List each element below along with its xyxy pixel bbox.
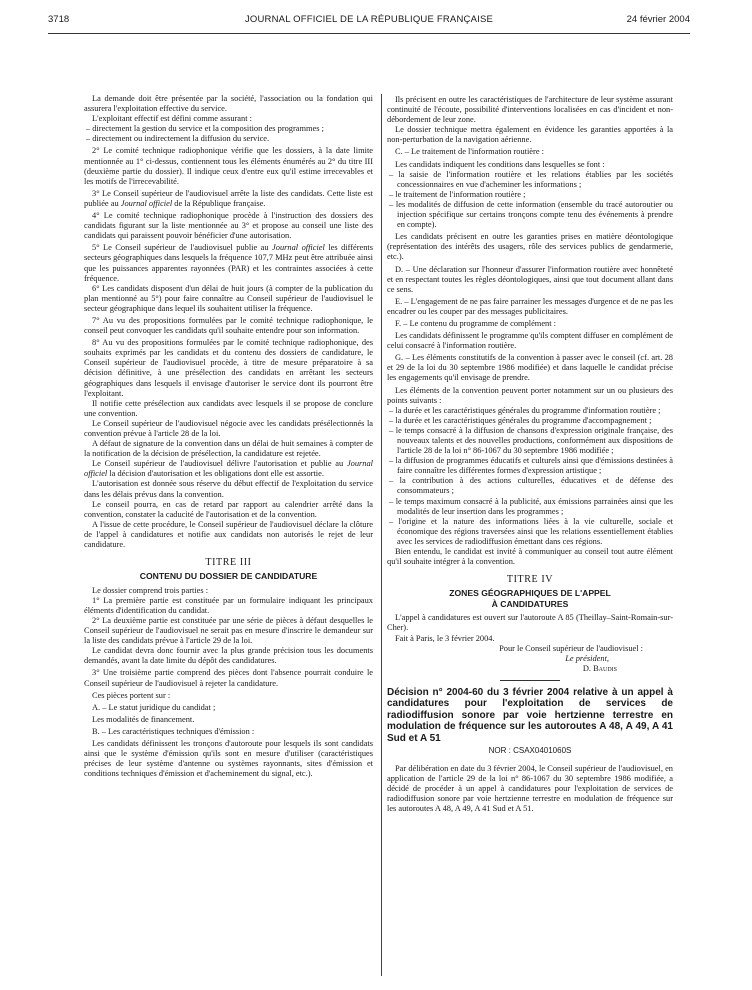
list-item: – la saisie de l'information routière et les relations établies par les sociétés concessionnaires en vue d'acheminer les informations ;: [389, 169, 673, 189]
paragraph: 2° La deuxième partie est constituée par une série de pièces à défaut desquelles le Conseil supérieur de l'audiovisuel ne serait pas en mesure d'inscrire le demandeur sur la liste des candidats prévue à l'article 29 de la loi.: [84, 616, 373, 646]
paragraph: Les candidats définissent le programme qu'ils comptent diffuser en complément de celui consacré à l'information routière.: [387, 331, 673, 351]
paragraph: Les candidats précisent en outre les garanties prises en matière déontologique (représentation des intérêts des usagers, rôle des services publics de gendarmerie, etc.).: [387, 232, 673, 262]
journal-reference: Journal officiel: [120, 198, 173, 208]
left-column: [84, 94, 373, 779]
signature-title: Le président,: [565, 653, 609, 663]
list-item: – le temps consacré à la diffusion de chansons d'expression originale française, des nouveaux talents et des nouvelles productions, conformément aux dispositions de l'article 28 de la loi n° 86-1067 du 30 septembre 1986 modifiée ;: [389, 425, 673, 456]
paragraph: 6° Les candidats disposent d'un délai de huit jours (à compter de la publication du plan mentionné au 5°) pour faire connaître au Conseil supérieur de l'audiovisuel le secteur géographique dans lequel ils souhaitent utiliser la fréquence.: [84, 283, 373, 313]
text-run: 5° Le Conseil supérieur de l'audiovisuel publie au: [92, 243, 273, 253]
list-item: – directement ou indirectement la diffusion du service.: [86, 134, 270, 144]
paragraph: Les candidats indiquent les conditions dans lesquelles se font :: [395, 159, 605, 169]
paragraph: Le dossier technique mettra également en évidence les garanties apportées à la non-perturbation de la navigation aérienne.: [387, 125, 673, 145]
list-item: – le traitement de l'information routière ;: [389, 189, 526, 199]
paragraph: 2° Le comité technique radiophonique vérifie que les dossiers, à la date limite mentionnée au 1° ci-dessus, contiennent tous les éléments énumérés au 2° du titre III (deuxième partie du dossier). Il indique ceux d'entre eux qu'il estime irrecevables et les motifs de l'irrecevabilité.: [84, 146, 373, 186]
paragraph: 7° Au vu des propositions formulées par le comité technique radiophonique, le conseil peut convoquer les candidats qu'il souhaite entendre pour son information.: [84, 315, 373, 336]
paragraph: F. – Le contenu du programme de complément :: [395, 318, 556, 328]
text-run: 3° Le Conseil supérieur de l'audiovisuel arrête la liste des candidats. Cette liste est publiée au: [84, 188, 373, 208]
separator-rule: [500, 680, 560, 681]
paragraph: L'autorisation est donnée sous réserve du début effectif de l'exploitation du service dans les délais prévus dans la convention.: [84, 479, 373, 499]
paragraph: 3° Une troisième partie comprend des pièces dont l'absence pourrait conduire le Conseil supérieur de l'audiovisuel à rejeter la candidature.: [84, 668, 373, 688]
list-item: – la contribution à des actions culturelles, éducatives et de défense des consommateurs ;: [389, 476, 673, 496]
column-divider: [381, 94, 382, 976]
list-item: – le temps maximum consacré à la publicité, aux émissions parrainées ainsi que les modalités de leur insertion dans les programmes ;: [389, 496, 673, 516]
paragraph: Il notifie cette présélection aux candidats avec lesquels il se propose de conclure une convention.: [84, 398, 373, 418]
paragraph: D. – Une déclaration sur l'honneur d'assurer l'information routière avec honnêteté et en respectant toutes les règles déontologiques, ainsi que tout document allant dans ce sens.: [387, 264, 673, 294]
paragraph: Le conseil pourra, en cas de retard par rapport au calendrier arrêté dans la convention, constater la caducité de l'autorisation et de la convention.: [84, 499, 373, 519]
paragraph: [84, 189, 373, 209]
page-header: [48, 14, 690, 30]
section-title-titre-iii: TITRE III: [205, 557, 252, 569]
nor-reference: NOR : CSAX0401060S: [488, 745, 572, 755]
paragraph: A l'issue de cette procédure, le Conseil supérieur de l'audiovisuel déclare la clôture de l'appel à candidatures et notifie aux candidats non autorisés le rejet de leur candidature.: [84, 519, 373, 550]
paragraph: Ils précisent en outre les caractéristiques de l'architecture de leur système assurant continuité de l'écoute, possibilité d'interventions localisées en cas d'incident et non-débordement de leur zone.: [387, 95, 673, 125]
list-item: – la durée et les caractéristiques générales du programme d'accompagnement ;: [389, 415, 652, 425]
right-column: [387, 95, 673, 814]
subtitle-line: ZONES GÉOGRAPHIQUES DE L'APPEL: [449, 588, 611, 599]
paragraph: 8° Au vu des propositions formulées par le comité technique radiophonique, des souhaits exprimés par les candidats et du contenu des dossiers de candidature, le Conseil supérieur de l'audiovisuel procède, à titre de mesure préparatoire à sa décision définitive, à une présélection des candidats en arrêtant les secteurs géographiques dans lesquels il envisage d'autoriser le service dont ils pourront être l'exploitant.: [84, 338, 373, 398]
paragraph: G. – Les éléments constitutifs de la convention à passer avec le conseil (cf. art. 28 et 29 de la loi du 30 septembre 1986 modifiée) et dans laquelle le candidat précise les engagements qu'il envisage de prendre.: [387, 353, 673, 383]
list-item: – la durée et les caractéristiques générales du programme d'information routière ;: [389, 405, 661, 415]
text-run: de la République française.: [172, 198, 266, 208]
paragraph: Les modalités de financement.: [92, 714, 195, 724]
text-run: les différents secteurs géographiques dans lesquels la fréquence 107,7 MHz peut être attribuée ainsi que les puissances apparentes rayonnées (PAR) et les contraintes associées à cette fréquence.: [84, 243, 374, 283]
paragraph: Les éléments de la convention peuvent porter notamment sur un ou plusieurs des points suivants :: [387, 385, 673, 405]
decision-title: Décision n° 2004-60 du 3 février 2004 relative à un appel à candidatures pour l'exploitation de services de radiodiffusion sonore par voie hertzienne terrestre en modulation de fréquence sur les autoroutes A 48, A 49, A 41 Sud et A 51: [387, 686, 673, 744]
paragraph: [84, 459, 373, 479]
section-subtitle: [387, 588, 673, 609]
issue-date: 24 février 2004: [626, 14, 690, 25]
section-subtitle: CONTENU DU DOSSIER DE CANDIDATURE: [139, 571, 318, 582]
paragraph: Ces pièces portent sur :: [92, 690, 171, 700]
subtitle-line: À CANDIDATURES: [491, 598, 569, 609]
text-run: la décision d'autorisation et les obligations dont elle est assortie.: [107, 469, 324, 479]
paragraph: [84, 243, 373, 283]
signature-line: Pour le Conseil supérieur de l'audiovisuel :: [499, 643, 643, 653]
paragraph: 4° Le comité technique radiophonique procède à l'instruction des dossiers des candidats figurant sur la liste mentionnée au 3° et propose au conseil une liste des candidats qui paraissent pouvoir bénéficier d'une autorisation.: [84, 211, 373, 241]
list-item: – l'origine et la nature des informations liées à la vie culturelle, sociale et économique des régions traversées ainsi que les relations essentiellement établies avec les services de radiodiffusion émettant dans ces régions.: [389, 516, 673, 546]
section-title-titre-iv: TITRE IV: [506, 574, 554, 586]
journal-reference: Journal officiel: [84, 459, 373, 479]
header-rule: [48, 33, 690, 34]
paragraph: A. – Le statut juridique du candidat ;: [92, 702, 216, 712]
page-number: 3718: [48, 14, 70, 25]
paragraph: Fait à Paris, le 3 février 2004.: [395, 633, 495, 643]
list-item: – la diffusion de programmes éducatifs et culturels ainsi que d'émissions destinées à faire connaître les différentes formes d'expression artistique ;: [389, 456, 673, 476]
signature-name: D. Baudis: [582, 663, 617, 673]
paragraph: L'appel à candidatures est ouvert sur l'autoroute A 85 (Theillay–Saint-Romain-sur-Cher).: [387, 613, 673, 633]
paragraph: Le Conseil supérieur de l'audiovisuel négocie avec les candidats présélectionnés la convention prévue à l'article 28 de la loi.: [84, 418, 373, 438]
paragraph: Le dossier comprend trois parties :: [92, 585, 209, 595]
paragraph: B. – Les caractéristiques techniques d'émission :: [92, 726, 255, 736]
paragraph: Bien entendu, le candidat est invité à communiquer au conseil tout autre élément qu'il souhaite intégrer à la convention.: [387, 547, 673, 567]
paragraph: L'exploitant effectif est défini comme assurant :: [92, 114, 252, 124]
paragraph: 1° La première partie est constituée par un formulaire indiquant les principaux éléments d'identification du candidat.: [84, 595, 373, 615]
paragraph: La demande doit être présentée par la société, l'association ou la fondation qui assurera l'exploitation effective du service.: [84, 94, 373, 114]
list-item: – directement la gestion du service et la composition des programmes ;: [86, 124, 324, 134]
paragraph: Par délibération en date du 3 février 2004, le Conseil supérieur de l'audiovisuel, en application de l'article 29 de la loi n° 86-1067 du 30 septembre 1986 modifiée, a décidé de procéder à un appel à candidatures pour l'exploitation de services de radiodiffusion sonore par voie hertzienne terrestre en modulation de fréquence sur les autoroutes A 48, A 49, A 41 Sud et A 51.: [387, 764, 673, 814]
paragraph: Le candidat devra donc fournir avec la plus grande précision tous les documents demandés, avant la date limite du dépôt des candidatures.: [84, 646, 373, 666]
journal-reference: Journal officiel: [272, 243, 325, 253]
paragraph: E. – L'engagement de ne pas faire parrainer les messages d'urgence et de ne pas les encadrer ou les couper par des messages publicitaires.: [387, 296, 673, 316]
paragraph: C. – Le traitement de l'information routière :: [395, 147, 544, 157]
text-run: Le Conseil supérieur de l'audiovisuel délivre l'autorisation et publie au: [92, 459, 347, 469]
paragraph: Les candidats définissent les tronçons d'autoroute pour lesquels ils sont candidats ainsi que le système d'émission qu'ils sont en mesure d'utiliser (caractéristiques précises de leur système d'antenne ou systèmes rayonnants, sites d'émission et conditions techniques d'émission et d'acheminement du signal, etc.).: [84, 739, 373, 779]
paragraph: A défaut de signature de la convention dans un délai de huit semaines à compter de la notification de la décision de présélection, la candidature est rejetée.: [84, 439, 373, 459]
list-item: – les modalités de diffusion de cette information (ensemble du tracé autoroutier ou injection spécifique sur certains tronçons compte tenu des événements à prendre en compte).: [389, 199, 673, 230]
journal-title: JOURNAL OFFICIEL DE LA RÉPUBLIQUE FRANÇAISE: [244, 14, 494, 25]
